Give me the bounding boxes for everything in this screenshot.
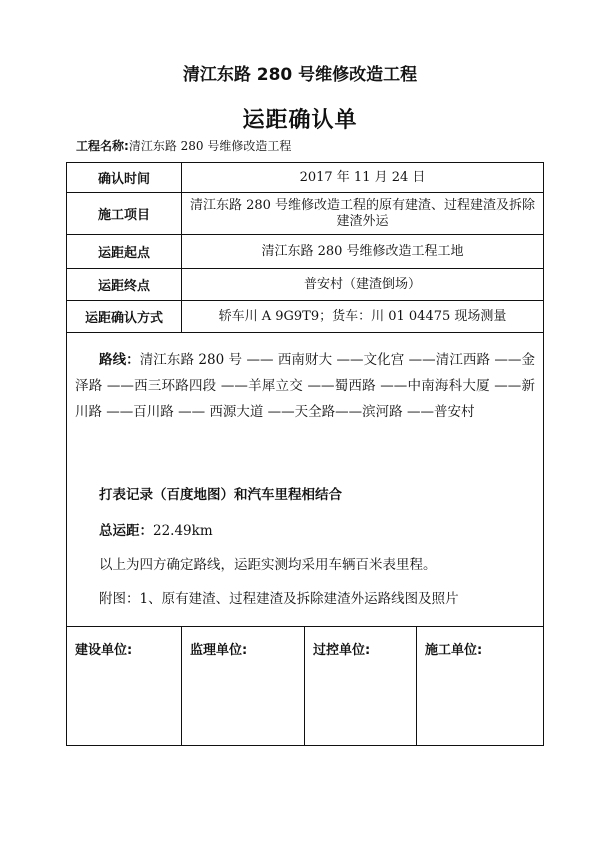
signature-cell-contractor: 施工单位:: [425, 643, 483, 658]
row-value: 轿车川 A 9G9T9；货车：川 01 04475 现场测量: [218, 308, 507, 324]
row-confirm-time: [67, 163, 543, 193]
attachment-note: 附图：1、原有建渣、过程建渣及拆除建渣外运路线图及照片: [99, 591, 459, 607]
signature-row: [67, 627, 543, 745]
method-note: 打表记录（百度地图）和汽车里程相结合: [99, 487, 342, 503]
project-name-label: 工程名称:: [76, 139, 129, 153]
project-name-value: 清江东路 280 号维修改造工程: [128, 139, 292, 153]
row-confirm-method: [67, 301, 543, 333]
row-end-point: [67, 269, 543, 301]
total-distance: [99, 519, 535, 539]
route-text: 清江东路 280 号 —— 西南财大 ——文化宫 ——清江西路 ——金泽路 ——西三环路四段 ——羊犀立交 ——蜀西路 ——中南海科大厦 ——新川路 ——百川路 —— 西源大道 ——天全路——滨河路 ——普安村: [75, 352, 536, 420]
signature-cell-cost-control: 过控单位:: [305, 627, 417, 745]
measurement-note: 以上为四方确定路线，运距实测均采用车辆百米表里程。: [99, 557, 437, 573]
project-name-line: [76, 137, 291, 154]
row-value: 普安村（建渣倒场）: [303, 276, 421, 292]
route-label: 路线：: [99, 352, 140, 368]
document-title: 运距确认单: [242, 108, 358, 133]
row-construction-item: [67, 193, 543, 235]
row-key: 运距起点: [67, 235, 182, 268]
route-details: [67, 333, 543, 627]
row-key: 运距确认方式: [67, 301, 182, 332]
project-title: 清江东路 280 号维修改造工程: [182, 65, 418, 85]
row-key: 运距终点: [67, 269, 182, 300]
row-value: 清江东路 280 号维修改造工程工地: [261, 243, 464, 259]
confirmation-form: [66, 162, 544, 746]
total-distance-label: 总运距：: [99, 523, 153, 539]
route-paragraph: [75, 347, 535, 425]
signature-cell-supervisor: 监理单位:: [182, 627, 305, 745]
row-start-point: [67, 235, 543, 269]
row-key: 施工项目: [67, 193, 182, 234]
signature-cell-owner: 建设单位:: [67, 627, 182, 745]
total-distance-value: 22.49km: [153, 523, 213, 539]
row-value: 2017 年 11 月 24 日: [299, 169, 426, 185]
row-value: 清江东路 280 号维修改造工程的原有建渣、过程建渣及拆除建渣外运: [189, 197, 536, 229]
row-key: 确认时间: [67, 163, 182, 192]
